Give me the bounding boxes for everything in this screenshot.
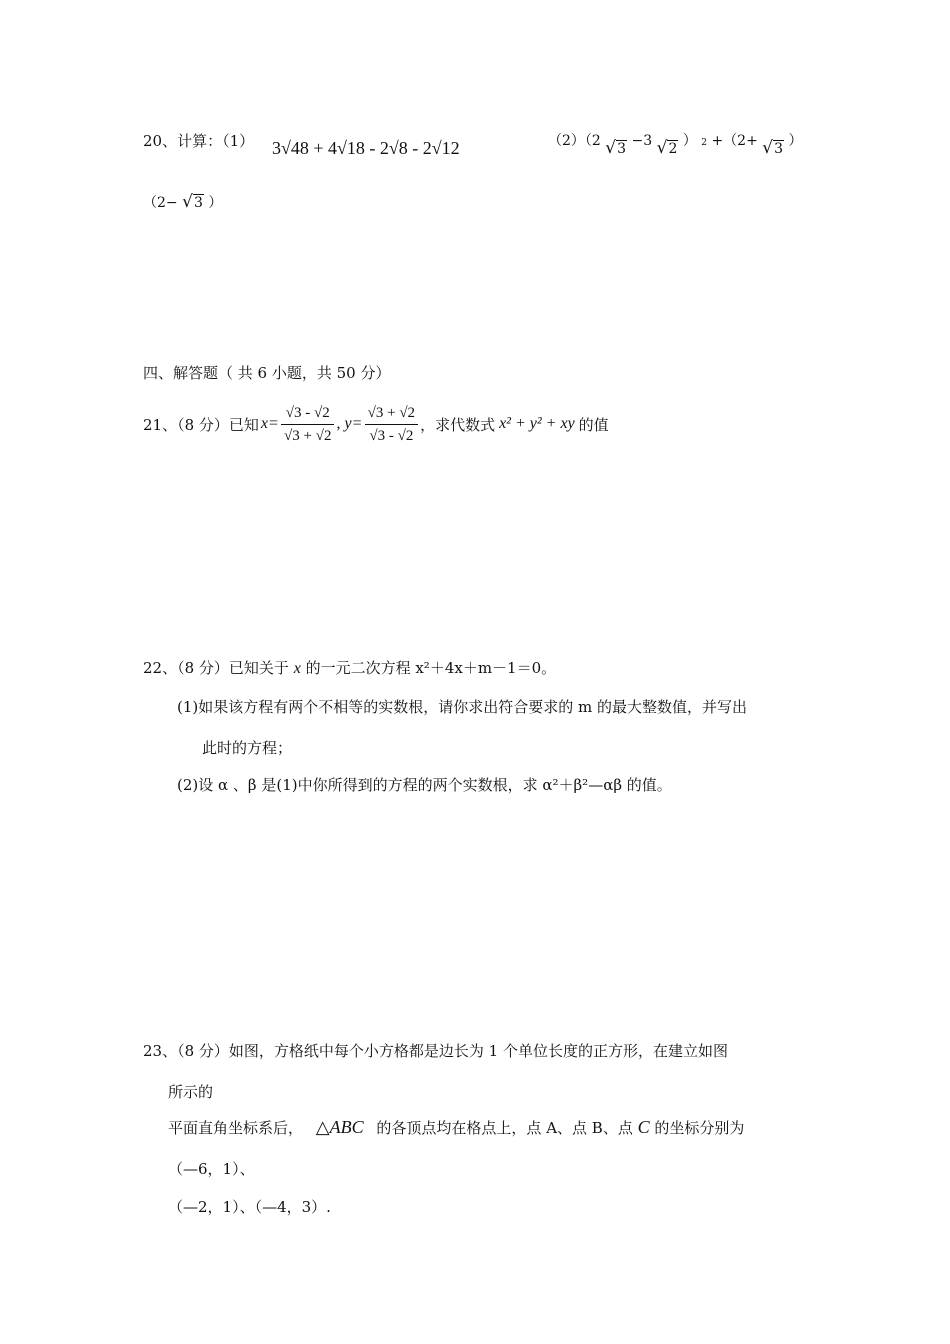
sqrt3-radical-3: √3 xyxy=(182,192,203,212)
q22-eq-text: 的一元二次方程 x²＋4x＋m－1＝0。 xyxy=(305,659,557,677)
q21-x-var: x xyxy=(260,415,269,432)
q21-expr: x² + y² + xy xyxy=(499,415,575,432)
q22-line1 xyxy=(143,657,556,678)
q20-expr1-text: 3√48 + 4√18 - 2√8 - 2√12 xyxy=(272,138,460,158)
q20-line2-close: ） xyxy=(208,195,223,211)
q23-point-c: C xyxy=(637,1117,650,1137)
q23-line3 xyxy=(168,1117,744,1138)
q21-eq-2: = xyxy=(352,415,362,432)
q22-label: 22、（8 分）已知关于 xyxy=(143,659,289,677)
q21 xyxy=(143,398,609,450)
q23-line5: （—2，1）、（—4，3）. xyxy=(168,1198,331,1216)
q21-fraction-y xyxy=(365,402,418,447)
sqrt3-radical: √3 xyxy=(605,138,627,158)
q21-ask: ，求代数式 xyxy=(420,415,496,434)
q20-part2-mid1: −3 xyxy=(631,133,653,149)
q20-part2-end: ） xyxy=(788,133,803,149)
q22-var: x xyxy=(293,660,301,677)
q20-part2-sup: 2 xyxy=(701,138,707,149)
q21-frac-x-num: √3 - √2 xyxy=(281,402,334,425)
q21-label: 21、（8 分）已知 xyxy=(143,415,259,434)
q23-line4: （—6，1）、 xyxy=(168,1160,255,1178)
q23-line3-b: 的各顶点均在格点上，点 A、点 B、点 xyxy=(376,1119,633,1137)
q20-line2 xyxy=(143,192,222,212)
q23-triangle: △ABC xyxy=(315,1117,364,1137)
q21-tail: 的值 xyxy=(578,415,609,434)
section-4-title: 四、解答题（ 共 6 小题，共 50 分） xyxy=(143,364,391,382)
q20-label: 20、计算：（1） xyxy=(143,132,255,150)
q21-frac-y-den: √3 - √2 xyxy=(369,427,414,444)
q20-part2-mid3: +（2+ xyxy=(711,133,758,149)
q20-part2-label: （2）（2 xyxy=(548,133,601,149)
q20-line2-open: （2− xyxy=(143,195,178,211)
q21-eq-1: = xyxy=(269,415,279,432)
q21-comma: , xyxy=(336,415,341,432)
sqrt2-radical: √2 xyxy=(656,138,678,158)
q20-expression-1 xyxy=(272,138,460,159)
q22-part2: (2)设 α 、β 是(1)中你所得到的方程的两个实数根，求 α²＋β²—αβ 的值。 xyxy=(177,776,672,794)
q23-line3-a: 平面直角坐标系后， xyxy=(168,1119,304,1137)
q21-fraction-x xyxy=(281,402,334,447)
q20-part2-mid2: ） xyxy=(682,133,697,149)
q22-part1-line2: 此时的方程； xyxy=(202,739,293,757)
q23-line1: 23、（8 分）如图，方格纸中每个小方格都是边长为 1 个单位长度的正方形，在建立如图 xyxy=(143,1042,728,1060)
q23-line3-d: 的坐标分别为 xyxy=(654,1119,745,1137)
q23-line2: 所示的 xyxy=(168,1083,214,1101)
q20-part2 xyxy=(548,130,803,158)
q21-y-var: y xyxy=(344,415,352,432)
q22-part1-line1: (1)如果该方程有两个不相等的实数根，请你求出符合要求的 m 的最大整数值，并写出 xyxy=(177,698,748,716)
q21-frac-x-den: √3 + √2 xyxy=(284,427,332,444)
q21-frac-y-num: √3 + √2 xyxy=(365,402,418,425)
sqrt3-radical-2: √3 xyxy=(762,138,784,158)
